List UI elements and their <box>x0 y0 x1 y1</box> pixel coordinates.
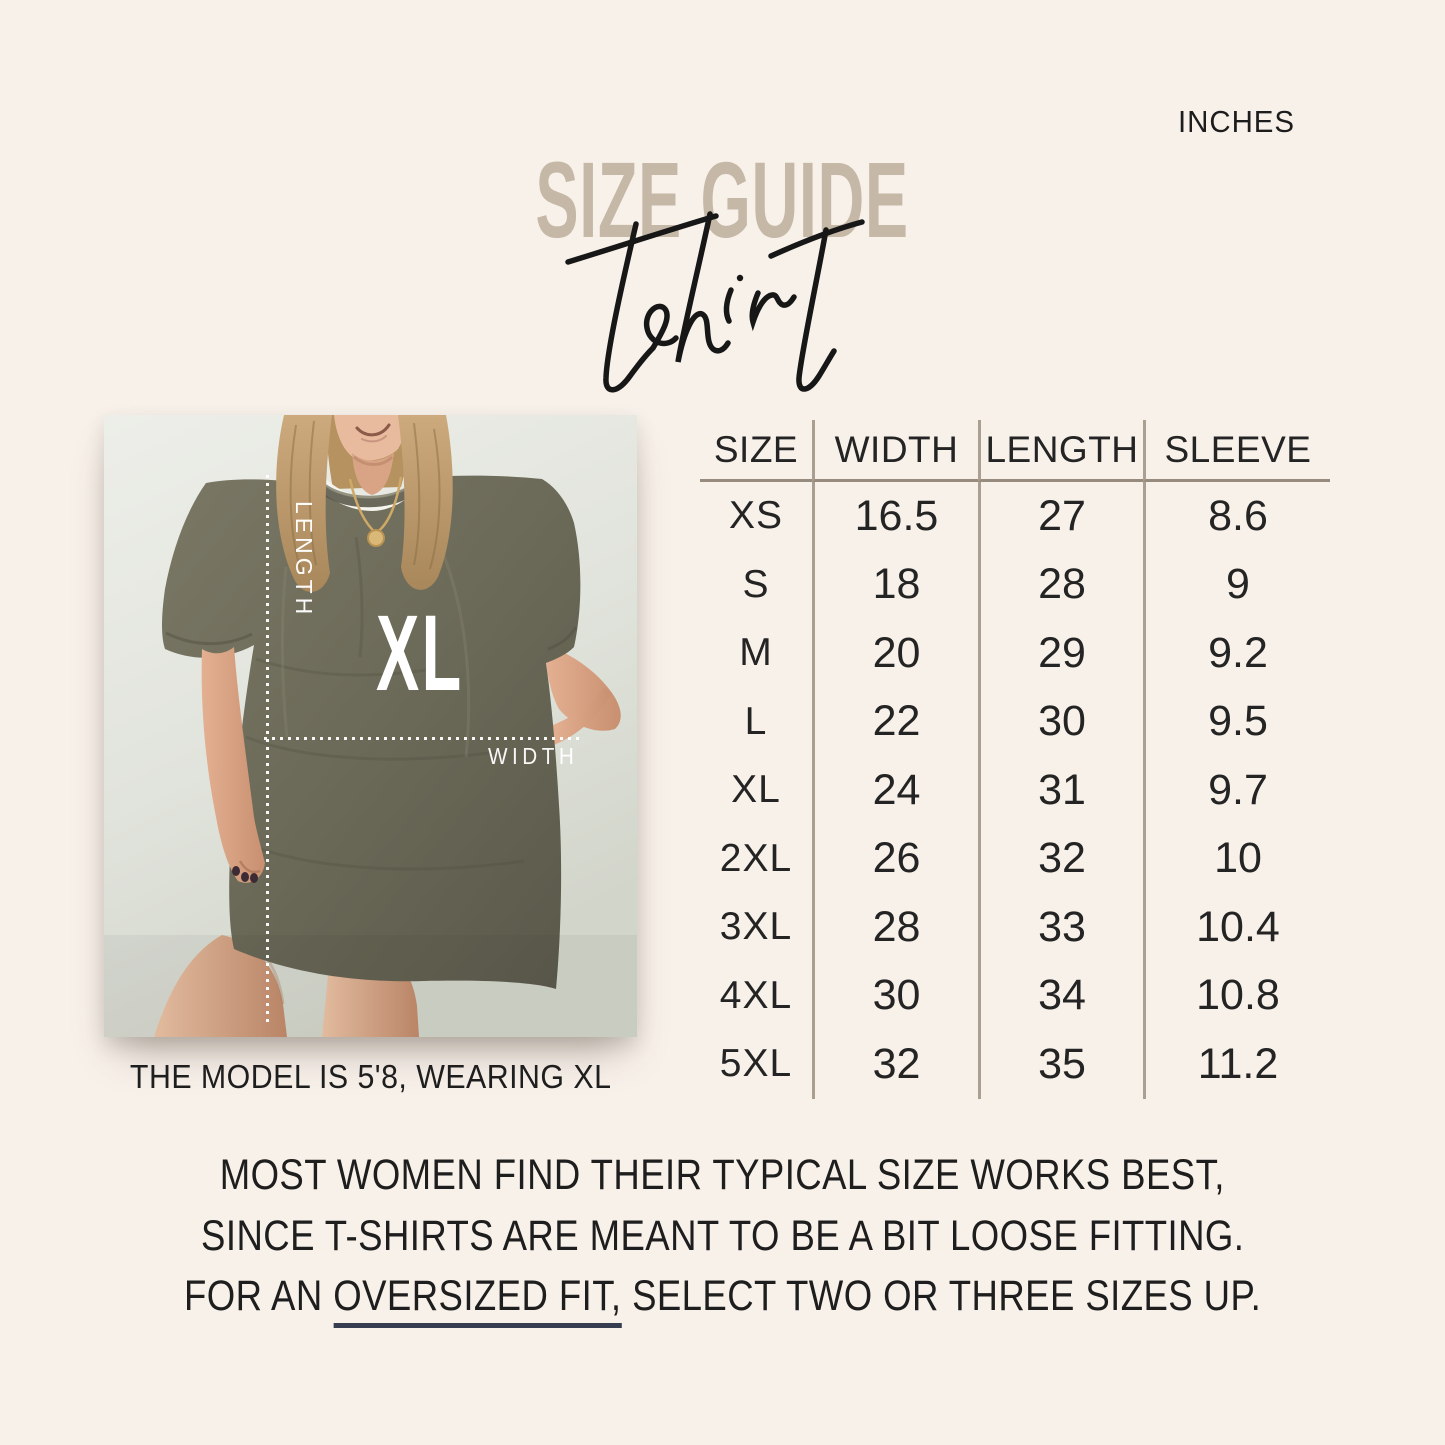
row-xl-size: XL <box>731 768 781 812</box>
row-s-length: 28 <box>978 551 1143 620</box>
size-tag-xl: XL <box>376 592 464 713</box>
row-l-size: L <box>744 699 768 743</box>
row-3xl-length: 33 <box>978 893 1143 962</box>
row-3xl-sleeve: 10.4 <box>1143 893 1330 962</box>
length-label: LENGTH <box>291 501 317 619</box>
col-header-width: WIDTH <box>812 420 978 482</box>
photo-caption-wrap <box>84 1058 657 1096</box>
row-l-length: 30 <box>978 688 1143 757</box>
model-photo <box>104 415 637 1037</box>
fit-note-line3-prefix: FOR AN <box>183 1272 334 1320</box>
row-4xl-width: 30 <box>812 962 978 1031</box>
oversized-fit-underlined: OVERSIZED FIT, <box>333 1272 621 1328</box>
row-l-sleeve: 9.5 <box>1143 688 1330 757</box>
subtitle-script-tshirt <box>550 200 872 428</box>
col-header-length: LENGTH <box>978 420 1143 482</box>
row-5xl-width: 32 <box>812 1030 978 1099</box>
row-s-width: 18 <box>812 551 978 620</box>
col-header-size: SIZE <box>700 420 812 482</box>
row-xs-width: 16.5 <box>812 482 978 551</box>
row-l-width: 22 <box>812 688 978 757</box>
size-table <box>700 420 1330 1099</box>
row-xl-length: 31 <box>978 756 1143 825</box>
row-4xl-size: 4XL <box>719 973 793 1017</box>
fit-note-line3 <box>184 1271 1261 1322</box>
row-2xl-size: 2XL <box>719 836 793 880</box>
photo-caption: THE MODEL IS 5'8, WEARING XL <box>129 1058 612 1095</box>
row-5xl-length: 35 <box>978 1030 1143 1099</box>
row-2xl-width: 26 <box>812 825 978 894</box>
row-m-width: 20 <box>812 619 978 688</box>
fit-note-line2: SINCE T-SHIRTS ARE MEANT TO BE A BIT LOOSE FITTING. <box>200 1211 1245 1260</box>
necklace-pendant <box>368 530 384 546</box>
row-s-size: S <box>742 562 770 606</box>
units-label: INCHES <box>1178 104 1295 139</box>
row-xs-length: 27 <box>978 482 1143 551</box>
width-dotted-line <box>264 737 582 740</box>
row-s-sleeve: 9 <box>1143 551 1330 620</box>
row-m-size: M <box>739 631 773 675</box>
row-xl-sleeve: 9.7 <box>1143 756 1330 825</box>
row-m-sleeve: 9.2 <box>1143 619 1330 688</box>
width-label: WIDTH <box>488 743 579 769</box>
row-xl-width: 24 <box>812 756 978 825</box>
fit-note-line1: MOST WOMEN FIND THEIR TYPICAL SIZE WORKS BEST, <box>219 1151 1226 1199</box>
row-4xl-length: 34 <box>978 962 1143 1031</box>
row-5xl-sleeve: 11.2 <box>1143 1030 1330 1099</box>
fit-note <box>0 1150 1445 1332</box>
row-2xl-sleeve: 10 <box>1143 825 1330 894</box>
row-4xl-sleeve: 10.8 <box>1143 962 1330 1031</box>
row-2xl-length: 32 <box>978 825 1143 894</box>
col-header-sleeve: SLEEVE <box>1143 420 1330 482</box>
row-m-length: 29 <box>978 619 1143 688</box>
row-3xl-size: 3XL <box>719 905 793 949</box>
model-photo-art <box>104 415 637 1037</box>
page-title: SIZE GUIDE <box>535 139 910 260</box>
length-dotted-line <box>266 475 269 1025</box>
fit-note-line3-suffix: SELECT TWO OR THREE SIZES UP. <box>621 1272 1262 1320</box>
row-5xl-size: 5XL <box>719 1042 793 1086</box>
row-3xl-width: 28 <box>812 893 978 962</box>
row-xs-sleeve: 8.6 <box>1143 482 1330 551</box>
row-xs-size: XS <box>728 494 784 538</box>
